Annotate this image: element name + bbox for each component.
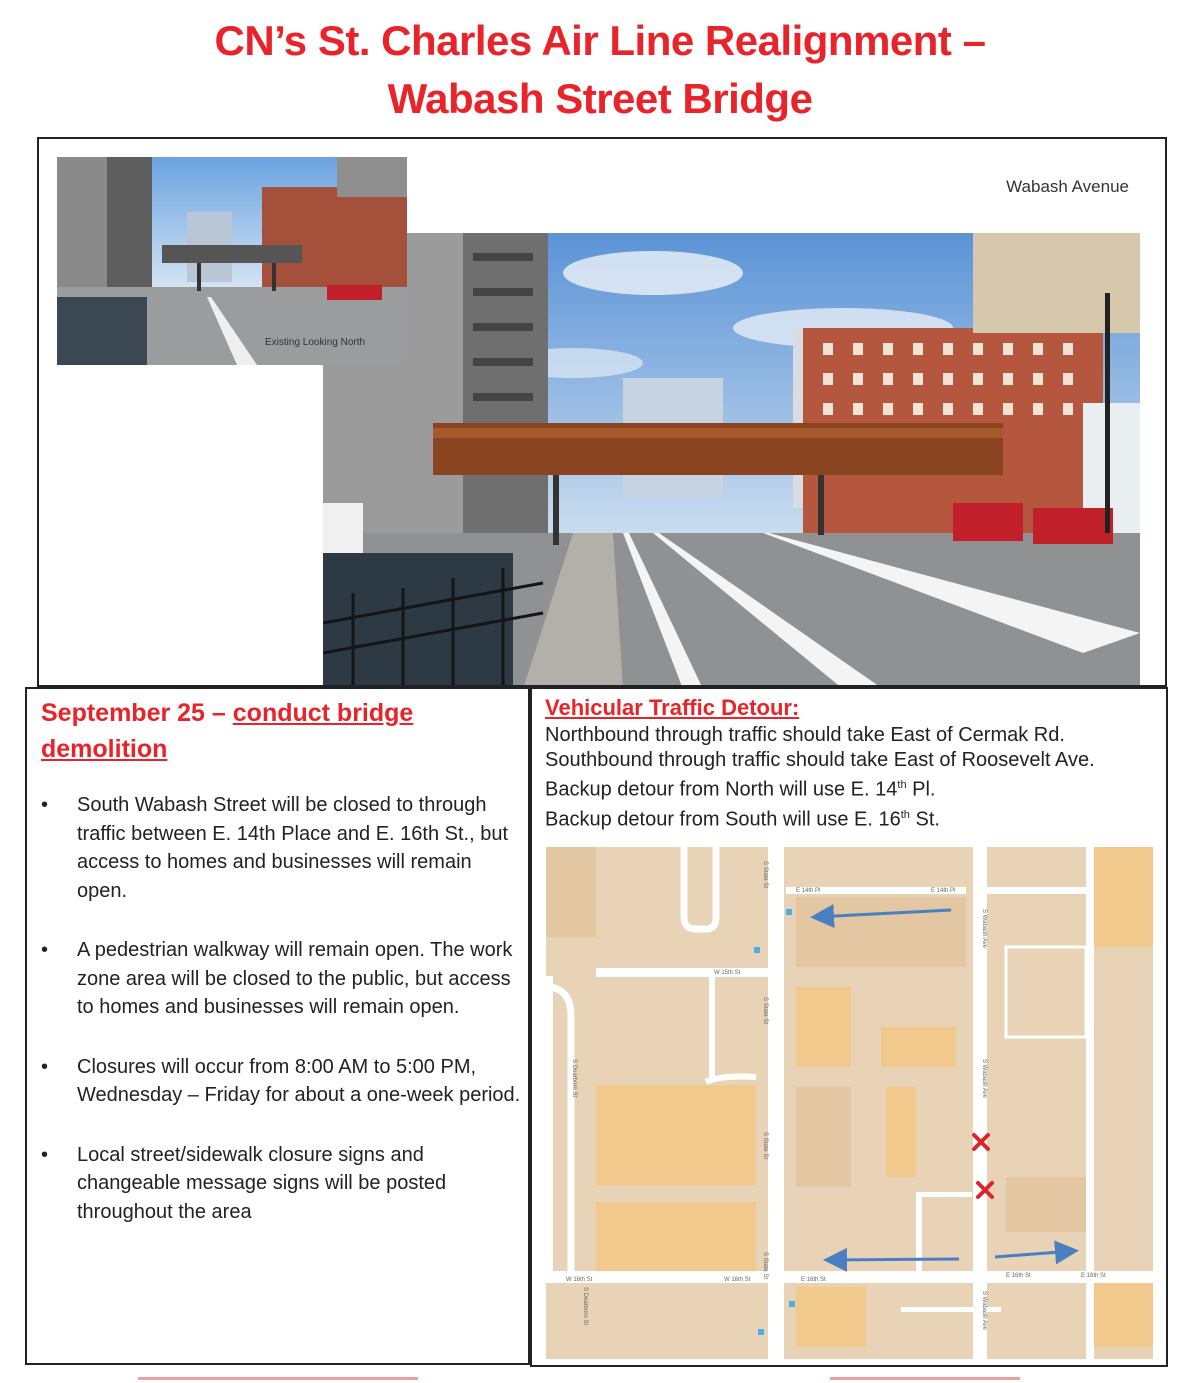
map-label: E 16th St <box>801 1277 826 1283</box>
closure-bullet: • Local street/sidewalk closure signs and changeable message signs will be posted throughout the area <box>41 1141 521 1227</box>
closure-heading-link-2: demolition <box>41 735 168 763</box>
detour-instructions <box>545 723 1155 832</box>
closure-heading-date: September 25 – <box>41 699 233 727</box>
closure-heading-link-1: conduct bridge <box>232 699 414 727</box>
map-label: S State St <box>762 1132 768 1160</box>
map-label: W 16th St <box>566 1277 593 1283</box>
map-label: E 14th Pl <box>796 888 821 894</box>
detour-line-backup-south: Backup detour from South will use E. 16th St. <box>545 808 940 831</box>
detour-panel <box>530 687 1168 1367</box>
street-name-label: Wabash Avenue <box>1006 177 1129 196</box>
map-label: E 14th Pl <box>931 888 956 894</box>
closure-info-panel <box>25 687 530 1365</box>
closure-bullet: • South Wabash Street will be closed to through traffic between E. 14th Place and E. 16th St., but access to homes and businesses will remain open. <box>41 791 521 905</box>
map-label: S Dearborn St <box>571 1059 577 1098</box>
existing-bridge-photo <box>57 157 407 365</box>
map-label: S State St <box>762 861 768 889</box>
map-label: S Wabash Ave <box>981 1291 987 1331</box>
inset-photo-caption: Existing Looking North <box>265 337 366 348</box>
map-label: S Wabash Ave <box>981 909 987 949</box>
proposed-bridge-rendering <box>323 233 1140 687</box>
closure-bullet: • Closures will occur from 8:00 AM to 5:00 PM, Wednesday – Friday for about a one-week period. <box>41 1053 521 1110</box>
map-label: W 15th St <box>714 970 741 976</box>
map-label: S Dearborn St <box>582 1287 588 1326</box>
closure-bullet-list <box>41 791 521 1257</box>
closure-heading <box>41 695 501 767</box>
cropped-footer-text <box>0 1375 1200 1383</box>
closure-bullet: • A pedestrian walkway will remain open. The work zone area will be closed to the public, but access to homes and businesses will remain open. <box>41 936 521 1022</box>
map-label: S State St <box>762 1252 768 1280</box>
detour-line-backup-north: Backup detour from North will use E. 14th Pl. <box>545 778 936 801</box>
detour-map <box>546 847 1153 1359</box>
detour-heading: Vehicular Traffic Detour: <box>545 695 800 720</box>
rendering-panel <box>37 137 1167 687</box>
map-label: E 16th St <box>1006 1273 1031 1279</box>
detour-arrow-west-16th <box>829 1259 959 1260</box>
detour-line-southbound: Southbound through traffic should take East of Roosevelt Ave. <box>545 749 1095 771</box>
title-line-2: Wabash Street Bridge <box>387 75 813 122</box>
detour-line-northbound: Northbound through traffic should take East of Cermak Rd. <box>545 724 1065 746</box>
page-title <box>0 12 1200 128</box>
map-label: S Wabash Ave <box>981 1059 987 1099</box>
map-label: W 16th St <box>724 1277 751 1283</box>
map-label: E 16th St <box>1081 1273 1106 1279</box>
title-line-1: CN’s St. Charles Air Line Realignment – <box>214 17 986 64</box>
map-label: S State St <box>762 997 768 1025</box>
